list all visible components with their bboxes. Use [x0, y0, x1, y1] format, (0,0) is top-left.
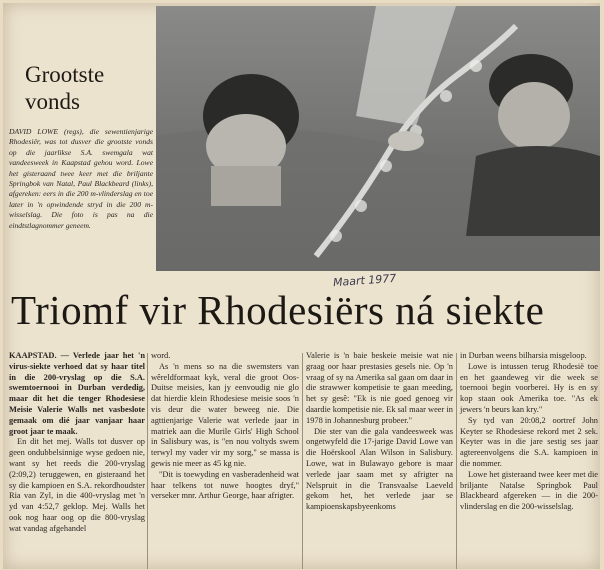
column-paragraph: Lowe is intussen terug Rhodesië toe en het gaandeweg vir die week se toernooi begin voorberei. Hy is en sy kop staan ook Amerika toe. "As ek jewers 'n beurs kan kry.": [460, 361, 598, 414]
article-column-2: [151, 351, 299, 502]
column-divider: [302, 353, 303, 569]
article-column-1: [9, 351, 145, 535]
column-paragraph: word.: [151, 351, 171, 360]
swimmers-photo: [156, 6, 600, 271]
kicker-title: Grootste vonds: [25, 62, 105, 114]
column-paragraph: in Durban weens bilharsia misgeloop.: [460, 351, 587, 360]
column-paragraph: Die ster van die gala vandeesweek was ongetwyfeld die 17-jarige David Lowe van die Hoërskool Alan Wilson in Salisbury. Lowe, wat in Bulawayo gebore is maar verlede jaar saam met sy afrigter na Nelspruit in die Transvaalse Laeveld gekom het, het verlede jaar se kampioenskapsbyeenkoms: [306, 426, 453, 512]
article-column-3: [306, 351, 453, 513]
photo-caption: DAVID LOWE (regs), die sewentienjarige Rhodesiër, was tot dusver die grootste vonds op die jaarlikse S.A. swemgala wat vandeesweek in Kaapstad gehou word. Lowe het gisteraand twee keer met die briljante Springbok van Natal, Paul Blackbeard (links), afgereken: eers in die 200 m-vlinderslag en toe later in 'n opwindende stryd in die 200 m-wisselslag. Die foto is pas na die eindtstlagnommer geneem.: [9, 127, 153, 230]
column-paragraph: As 'n mens so na die swemsters van wêreldformaat kyk, veral die groot Oos-Duitse meisies, kan jy eenvoudig nie glo dat hierdie klein Rhodesiese meisie soos 'n vis deur die water beweeg nie. Die agttienjarige Valerie wat verlede jaar in matriek aan die Murile Girls' High School in Salisbury was, is "en nou voltyds swem terwyl my vader vir my sorg," se massa is gewis nie meer as 45 kg nie.: [151, 361, 299, 468]
column-divider: [456, 353, 457, 569]
column-paragraph: Valerie is 'n baie beskeie meisie wat nie graag oor haar prestasies gesels nie. Op 'n vraag of sy na Amerika sal gaan om daar in die strawwer kompetisie te gaan meeding, het sy gesê: "Ek is nie goed genoeg vir daardie kompetisie nie. Ek sal maar weer in 1978 in Johannesburg probeer.": [306, 351, 453, 425]
swimmers-photo-graphic: [156, 6, 600, 271]
column-paragraph: Lowe het gisteraand twee keer met die briljante Natalse Springbok Paul Blackbeard afgereken — in die 200-vlinderslag en die 200-wisselslag.: [460, 469, 598, 512]
newspaper-clipping: [3, 3, 600, 569]
column-divider: [147, 353, 148, 569]
headline: Triomf vir Rhodesiërs ná siekte: [11, 287, 545, 333]
column-paragraph: En dit het mej. Walls tot dusver op geen ondubbelsinnige wyse gedoen nie, want sy het reeds die 200-vryslag (2:09,2) teruggewen, en gisteraand het sy die kampioen en S.A. rekordhoudster Ria van Zyl, in die 400-vryslag met 'n yd van 4:52,7 geklop. Mej. Walls het ook nog haar oog op die 800-vryslag wat vandag afgehandel: [9, 437, 145, 533]
column-paragraph: "Dit is toewyding en vasberadenheid wat haar telkens tot nuwe hoogtes dryf," verseker mnr. Arthur George, haar afrigter.: [151, 469, 299, 501]
column-paragraph: Sy tyd van 20:08,2 oortref John Keyter se Rhodesiese rekord met 2 sek. Keyter was in die jare sestig ses jaar agtereenvolgens die S.A. kampioen in die nommer.: [460, 415, 598, 468]
article-column-4: [460, 351, 598, 513]
column-paragraph: KAAPSTAD. — Verlede jaar het 'n virus-siekte verhoed dat sy haar titel in die 200-vryslag op die S.A. swemtoernooi in Durban verdedig, maar dit het die tenger Rhodesiese Meisie Valerie Walls net vasbeslote gemaak om dié jaar vanjaar haar groot jaar te maak.: [9, 351, 145, 436]
handwritten-date: Maart 1977: [332, 271, 397, 290]
